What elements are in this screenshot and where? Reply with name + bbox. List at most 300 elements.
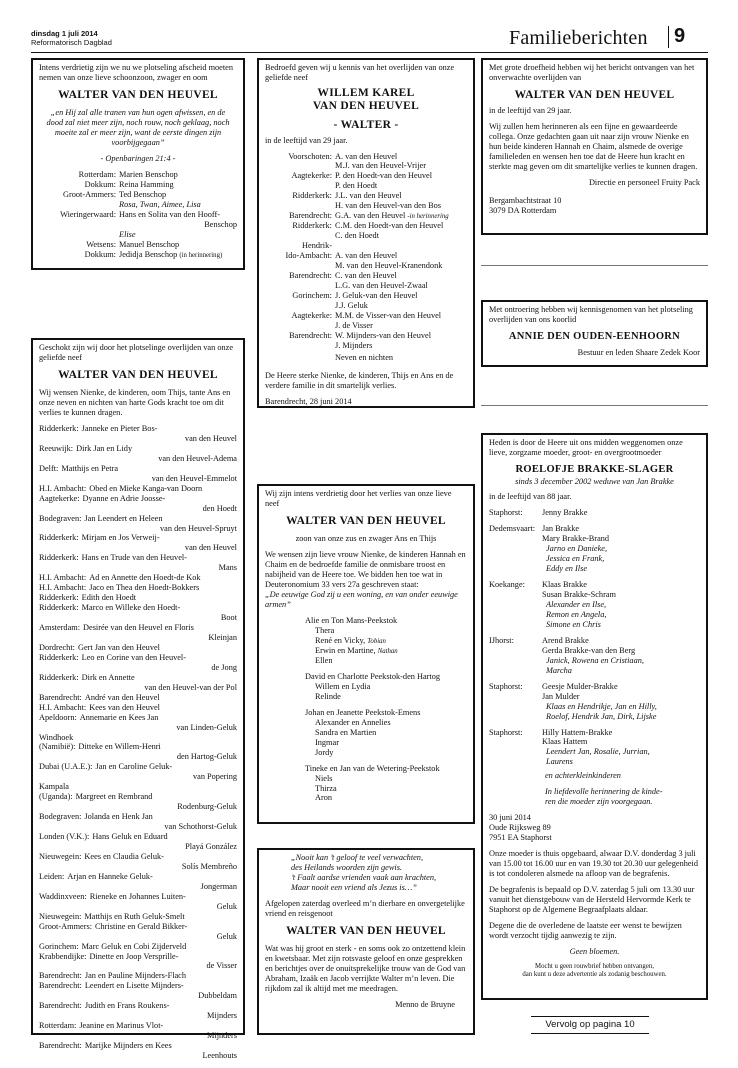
relative-name: Jan Mulder (542, 691, 580, 701)
family-member (305, 636, 467, 646)
place-label: Londen (V.K.): (39, 832, 90, 842)
relative-name: André van den Heuvel (84, 692, 160, 702)
relative-names (76, 792, 237, 812)
relative-row (39, 170, 237, 180)
relative-name-continued: Mijnders (207, 1011, 237, 1021)
relative-row (39, 733, 237, 743)
relative-names (82, 942, 237, 952)
relative-name: G.A. van den Heuvel (335, 211, 406, 221)
relative-row (39, 872, 237, 892)
relative-name: Reina Hamming (119, 179, 174, 189)
relative-row (265, 152, 467, 172)
relative-name: Jeanine en Marinus Vlot- (79, 1021, 164, 1031)
relative-name: Judith en Frans Roukens- (84, 1001, 170, 1011)
relative-names (542, 580, 700, 630)
address-line-2: 3079 DA Rotterdam (489, 205, 557, 215)
grandchildren-line: Simone en Chris (546, 619, 601, 629)
closing-text: De Heere sterke Nienke, de kinderen, Thijs en Ans en de verdere familie in dit smartelijk verlies. (265, 370, 454, 390)
grandchildren-line: Leendert Jan, Rosalie, Jurrian, (546, 747, 650, 757)
notice-2 (257, 58, 475, 408)
relative-name: Mirjam en Jos Verweij- (81, 533, 160, 543)
relative-names (95, 762, 237, 782)
header-rule (31, 52, 708, 53)
relative-names (119, 170, 237, 180)
member-name: Thirza (315, 783, 337, 793)
place-label: Bodegraven: (39, 812, 82, 822)
relative-name: Ted Benschop (119, 189, 167, 199)
relative-name-continued: Rodenburg-Geluk (177, 802, 237, 812)
notice-intro: Met ontroering hebben wij kennisgenomen van het plotseling overlijden van ons koorlid (489, 305, 693, 324)
address-line-1: Oude Rijksweg 89 (489, 823, 551, 833)
relative-names (542, 524, 700, 574)
relative-name: M.M. de Visser-van den Heuvel (335, 310, 442, 320)
place-label: Ridderkerk: (39, 593, 79, 603)
notice-intro: Heden is door de Heere uit ons midden weggenomen onze lieve, zorgzame moeder, groot- en overgrootmoeder (489, 438, 683, 457)
relative-row (265, 271, 467, 291)
place-label: Staphorst: (489, 727, 523, 737)
family-member (305, 748, 467, 758)
place-label: Reeuwijk: (39, 443, 74, 453)
memorial-note: (in herinnering) (179, 251, 223, 259)
relative-names (335, 241, 467, 251)
relative-row (39, 210, 237, 230)
relative-names (335, 251, 467, 271)
relative-row (39, 653, 237, 673)
letter-note-1: Mocht u geen rouwbrief hebben ontvangen, (535, 962, 654, 970)
relative-name: A. van den Heuvel (335, 251, 398, 261)
relative-name: Hans en Solita van den Hooff- (119, 209, 221, 219)
member-name: René en Vicky, (315, 635, 366, 645)
member-name: Alexander en Annelies (315, 717, 391, 727)
relative-row (39, 180, 237, 190)
relative-names (82, 603, 237, 623)
notice-body: Wij zullen hem herinneren als een fijne en gewaardeerde collega. Onze gedachten gaan uit naar zijn vrouw Nienke en hun beide kinderen Hannah en Chaim, alsmede de overige familieleden en wensen hen toe dat de Heere hun kracht en sterkte mag geven om dit smartelijke verlies te kunnen dragen. (489, 122, 698, 171)
relative-name: Kees en Claudia Geluk- (84, 851, 164, 861)
relative-name: Mary Brakke-Brand (542, 534, 610, 544)
relative-row (39, 1001, 237, 1021)
grandchildren-line: Eddy en Ilse (546, 564, 588, 574)
hymn-quote-2: des Heilands woorden zijn gewis. (291, 862, 403, 872)
place-label: Staphorst: (489, 508, 523, 518)
funeral-info: De begrafenis is bepaald op D.V. zaterdag 5 juli om 13.30 uur vanuit het dienstgebouw van de Hersteld Hervormde Kerk te Staphorst op de Algemene Begraafplaats aldaar. (489, 884, 695, 914)
relative-name: J.L. van den Heuvel (335, 191, 402, 201)
relative-name: J. Geluk-van den Heuvel (335, 291, 418, 301)
relative-row (39, 573, 237, 583)
relative-row (39, 673, 237, 693)
place-label: Rotterdam: (39, 1021, 77, 1031)
place-label: Barendrecht: (289, 330, 332, 340)
relative-name: Annemarie en Kees Jan (79, 712, 159, 722)
relative-row (39, 703, 237, 713)
family-head: David en Charlotte Peekstok-den Hartog (305, 671, 441, 681)
notice-intro: Met grote droefheid hebben wij het bericht ontvangen van het onverwachte overlijden van (489, 63, 695, 82)
relative-name: M.J. van den Heuvel-Vrijer (335, 161, 426, 171)
place-label: Barendrecht: (39, 1041, 82, 1051)
place-label: Barendrecht: (39, 981, 82, 991)
notice-intro: Afgelopen zaterdag overleed m’n dierbare en onvergetelijke vriend en reisgenoot (265, 898, 465, 918)
relative-names (542, 508, 700, 518)
family-head: Tineke en Jan van de Wetering-Peekstok (305, 763, 440, 773)
relative-name: M. van den Heuvel-Kranendonk (335, 261, 443, 271)
relative-name: Manuel Benschop (119, 239, 180, 249)
relative-name: Klaas Brakke (542, 580, 587, 590)
relative-name: Jan Leendert en Heleen (84, 513, 163, 523)
place-label: Staphorst: (489, 681, 523, 691)
signature: Directie en personeel Fruity Pack (588, 177, 700, 187)
relative-name: Jaco en Thea den Hoedt-Bokkers (89, 583, 200, 593)
place-label: H.I. Ambacht: (39, 483, 87, 493)
relative-name: Hans Geluk en Eduard (92, 832, 168, 842)
relative-name: Rieneke en Johannes Luiten- (89, 891, 186, 901)
letter-note-2: dan kunt u deze advertentie als zodanig beschouwen. (522, 970, 667, 978)
place-label: Aagtekerke: (291, 310, 332, 320)
relative-name-continued: van Popering (192, 772, 237, 782)
place-label: Gorinchem: (292, 291, 332, 301)
relative-name-continued: Geluk (216, 901, 237, 911)
grandchildren-line: Remon en Angela, (546, 609, 607, 619)
relative-names (82, 593, 237, 603)
memorial-line-2: ren die moeder zijn voorgegaan. (545, 797, 653, 807)
relative-row (39, 240, 237, 250)
relative-row (39, 912, 237, 922)
relative-names (90, 892, 237, 912)
relative-row (265, 251, 467, 271)
signature: Bestuur en leden Shaare Zedek Koor (577, 347, 700, 357)
relative-name: J.J. Geluk (335, 301, 368, 311)
attendance-info: Degene die de overledene de laatste eer wenst te bewijzen wordt verzocht tijdig aanwezig te zijn. (489, 920, 682, 940)
relative-row (265, 311, 467, 331)
relative-row (39, 444, 237, 464)
relative-row (265, 291, 467, 311)
relative-row (39, 981, 237, 1001)
relative-row (489, 728, 700, 768)
hymn-quote-1: „Nooit kan ’t geloof te veel verwachten, (291, 853, 424, 862)
bible-reference: - Openbaringen 21:4 - (100, 153, 176, 163)
place-label: Wetsens: (86, 239, 116, 249)
place-label: Krabbendijke: (39, 951, 87, 961)
relative-name: Marc Geluk en Cobi Zijderveld (81, 941, 187, 951)
relative-names (119, 250, 237, 260)
relative-names (542, 636, 700, 676)
relative-name: Dirk en Annette (81, 672, 135, 682)
relative-name: Dirk Jan en Lidy (76, 443, 133, 453)
relative-names (335, 211, 467, 221)
relative-row (489, 636, 700, 676)
member-name: Ingmar (315, 737, 339, 747)
relative-row (489, 508, 700, 518)
place-label: Barendrecht: (39, 692, 82, 702)
relative-names (78, 643, 237, 653)
place-label: Ridderkerk: (292, 221, 332, 231)
grandchildren-line: Klaas en Hendrikje, Jan en Hilly, (546, 701, 657, 711)
relative-name: C. van den Heuvel (335, 271, 397, 281)
section-title: Familieberichten (509, 27, 648, 49)
relative-row (39, 971, 237, 981)
deceased-nickname: - WALTER - (333, 119, 399, 132)
relative-names (84, 812, 237, 832)
relative-names (119, 180, 237, 190)
relative-row (39, 623, 237, 643)
relative-names (82, 553, 237, 573)
relative-row (265, 331, 467, 351)
relative-name: Jedidja Benschop (119, 249, 178, 259)
place-label: Groot-Ammers: (63, 189, 116, 199)
relative-names (85, 1041, 237, 1061)
deceased-name: ANNIE DEN OUDEN-EENHOORN (508, 330, 681, 342)
relative-row (39, 852, 237, 872)
place-label: Gorinchem: (39, 941, 79, 951)
relative-name-line (119, 250, 237, 260)
family-member (305, 626, 467, 636)
memorial-line-1: In liefdevolle herinnering de kinde- (545, 787, 663, 797)
relative-row (39, 922, 237, 942)
newspaper-name: Reformatorisch Dagblad (31, 38, 112, 47)
relative-name: Jan en Pauline Mijnders-Flach (84, 971, 187, 981)
place-label: IJhorst: (489, 635, 514, 645)
place-label: Ridderkerk: (39, 603, 79, 613)
place-label: Windhoek (39, 732, 74, 742)
grandchild-name: Tobian (367, 637, 386, 645)
relative-name: Ad en Annette den Hoedt-de Kok (89, 573, 201, 583)
relative-name: Janneke en Pieter Bos- (81, 423, 158, 433)
relative-name: Geesje Mulder-Brakke (542, 681, 618, 691)
place-label: Barendrecht: (39, 971, 82, 981)
relative-name: Marijke Mijnders en Kees (84, 1041, 172, 1051)
relative-names (95, 922, 237, 942)
relative-names (82, 673, 237, 693)
relative-name-continued: Playá González (185, 842, 237, 852)
place-label: Ido-Ambacht: (285, 251, 332, 261)
relative-names (84, 852, 237, 872)
relative-name: P. den Hoedt (335, 181, 378, 191)
relative-row (39, 533, 237, 553)
family-head: Johan en Jeanette Peekstok-Emens (305, 707, 421, 717)
relation-line: zoon van onze zus en zwager Ans en Thijs (295, 534, 437, 544)
relative-name-continued: van den Heuvel (184, 543, 237, 553)
relative-row (39, 942, 237, 952)
relative-names (82, 533, 237, 553)
relative-row (39, 792, 237, 812)
place-label: H.I. Ambacht: (39, 702, 87, 712)
relative-name: Dinette en Joop Versprille- (89, 951, 179, 961)
place-label: Kampala (39, 782, 69, 792)
relative-name: Gerda Brakke-van den Berg (542, 645, 636, 655)
relative-names (80, 713, 237, 733)
relative-name-continued: de Visser (206, 961, 237, 971)
relative-names (335, 191, 467, 211)
relative-name: Arend Brakke (542, 635, 589, 645)
relative-names (89, 952, 237, 972)
relative-name-continued: Leenhouts (202, 1051, 237, 1061)
grandchildren-line: Roelof, Hendrik Jan, Dirk, Lijske (546, 711, 657, 721)
member-name: Niels (315, 773, 333, 783)
continued-on-page[interactable]: Vervolg op pagina 10 (531, 1016, 649, 1034)
relative-row (39, 464, 237, 484)
grandchildren-line: Marcha (546, 665, 572, 675)
notice-intro: Geschokt zijn wij door het plotselinge overlijden van onze geliefde neef (39, 343, 234, 362)
deceased-name: WALTER VAN DEN HEUVEL (286, 514, 446, 527)
relative-names (335, 152, 467, 172)
deceased-name: WALTER VAN DEN HEUVEL (514, 88, 675, 101)
relative-name-continued: de Jong (211, 662, 237, 672)
relative-name: Arjan en Hanneke Geluk- (67, 871, 153, 881)
place-label: Barendrecht: (289, 211, 332, 221)
relative-names (335, 311, 467, 331)
member-name: Aron (315, 793, 333, 803)
relative-name: Rosa, Twan, Aimee, Lisa (119, 199, 201, 209)
relative-name: Marien Benschop (119, 169, 178, 179)
relative-row (39, 200, 237, 210)
notice-1 (31, 58, 245, 270)
place-label: Koekange: (489, 580, 525, 590)
place-label: Dokkum: (84, 179, 116, 189)
relative-row (265, 211, 467, 221)
relative-name: Jan Brakke (542, 524, 580, 534)
family-member (305, 692, 467, 702)
age-line: in de leeftijd van 29 jaar. (489, 106, 572, 116)
relatives-list (489, 508, 700, 767)
family-group (265, 764, 467, 804)
place-label: Barendrecht: (289, 271, 332, 281)
relative-row (39, 812, 237, 832)
place-label (39, 230, 119, 240)
notice-body: Wij wensen Nienke, de kinderen, oom Thijs, tante Ans en onze neven en nichten van harte Gods kracht toe om dit verlies te kunnen dragen. (39, 388, 231, 418)
place-label: Voorschoten: (288, 151, 332, 161)
relative-names (82, 424, 237, 444)
relative-names (119, 240, 237, 250)
relative-name: Klaas Hattem (542, 737, 588, 747)
address-line-2: 7951 EA Staphorst (489, 833, 552, 843)
place-label: Dubai (U.A.E.): (39, 762, 93, 772)
relative-name: W. Mijnders-van den Heuvel (335, 330, 432, 340)
relative-row (39, 713, 237, 733)
relative-row (489, 580, 700, 630)
issue-date: dinsdag 1 juli 2014 (31, 29, 98, 38)
relative-name: Desirée van den Heuvel en Floris (83, 623, 194, 633)
relative-row (39, 494, 237, 514)
relative-name: Obed en Mieke Kanga-van Doorn (89, 483, 203, 493)
relative-name: H. van den Heuvel-van den Bos (335, 201, 441, 211)
relative-name: Dyanne en Adrie Joosse- (82, 493, 166, 503)
relative-name-continued: Solís Membreño (181, 861, 237, 871)
relative-name: C.M. den Hoedt-van den Heuvel (335, 221, 444, 231)
place-label: Nieuwegein: (39, 911, 82, 921)
relative-row (489, 524, 700, 574)
relative-row (265, 171, 467, 191)
relative-row (39, 484, 237, 494)
relative-row (39, 1021, 237, 1041)
deceased-name: WALTER VAN DEN HEUVEL (286, 924, 446, 937)
address-line-1: Bergambachtstraat 10 (489, 195, 562, 205)
member-name: Willem en Lydia (315, 681, 371, 691)
relative-names (89, 583, 237, 593)
place-label: Nieuwegein: (39, 851, 82, 861)
family-list (265, 616, 467, 804)
relative-names (542, 728, 700, 768)
notice-intro: Wij zijn intens verdrietig door het verlies van onze lieve neef (265, 489, 452, 508)
great-grandchildren: en achterkleinkinderen (545, 771, 621, 781)
grandchildren-line: Alexander en Ilse, (546, 600, 607, 610)
relative-names (76, 444, 237, 464)
relative-name: Hilly Hattem-Brakke (542, 727, 613, 737)
relative-names (67, 872, 237, 892)
grandchildren-line: Jarno en Danieke, (546, 544, 608, 554)
place-label: Dordrecht: (39, 642, 75, 652)
place-label: Leiden: (39, 871, 65, 881)
relative-name: L.G. van den Heuvel-Zwaal (335, 281, 428, 291)
family-head: Alie en Ton Mans-Peekstok (305, 615, 398, 625)
age-line: in de leeftijd van 29 jaar. (265, 135, 348, 145)
relative-name: Leo en Corine van den Heuvel- (81, 652, 187, 662)
relative-row (489, 682, 700, 722)
relative-name-continued: Geluk (216, 931, 237, 941)
place-label: Ridderkerk: (39, 652, 79, 662)
member-name: Thera (315, 625, 335, 635)
relative-name-continued: den Hoedt (202, 503, 237, 513)
date-line: 30 juni 2014 (489, 813, 531, 823)
family-member (305, 793, 467, 803)
relative-names (335, 171, 467, 191)
relative-names (83, 494, 237, 514)
place-label: Ridderkerk: (39, 533, 79, 543)
relative-name: P. den Hoedt-van den Heuvel (335, 171, 433, 181)
relative-names (61, 464, 237, 484)
separator-rule (481, 265, 708, 266)
relative-row (265, 191, 467, 211)
relative-name: Edith den Hoedt (81, 593, 137, 603)
notice-6 (257, 484, 475, 824)
grandchildren-line: Janick, Rowena en Cristiaan, (546, 655, 644, 665)
relative-names (76, 733, 237, 743)
relative-names (85, 693, 237, 703)
age-line: in de leeftijd van 88 jaar. (489, 492, 572, 502)
family-member (305, 784, 467, 794)
widow-line: sinds 3 december 2002 weduwe van Jan Brakke (515, 476, 674, 486)
relative-row (39, 593, 237, 603)
notice-intro: Intens verdrietig zijn we nu we plotseling afscheid moeten nemen van onze lieve schoonzoon, zwager en oom (39, 63, 233, 82)
notice-body: Wat was hij groot en sterk - en soms ook zo ontzettend klein en kwetsbaar. Met zijn rotsvaste geloof en onze gesprekken en berichtjes over de onuitsprekelijke trouw van de God van Abraham, Izaäk en Jacob verrijkte Walter m’n leven. Die rijkdom zal ik altijd met me meedragen. (265, 943, 466, 993)
bible-quote: „en Hij zal alle tranen van hun ogen afwissen, en de dood zal niet meer zijn, noch rouw, noch geklaag, noch moeite zal er meer zijn, want de eerste dingen zijn voorbijgegaan” (46, 108, 230, 147)
family-member (305, 682, 467, 692)
hymn-quote-4: Maar nooit een vriend als Jezus is…” (291, 882, 417, 892)
relative-name: Matthijs en Ruth Geluk-Smelt (84, 911, 185, 921)
relative-row (39, 514, 237, 534)
relative-name-continued: van den Heuvel-Emmelot (151, 473, 237, 483)
notice-intro: Bedroefd geven wij u kennis van het overlijden van onze geliefde neef (265, 63, 455, 82)
relative-name: Gert Jan van den Heuvel (77, 642, 160, 652)
relative-names (82, 653, 237, 673)
place-label: Aagtekerke: (291, 171, 332, 181)
relative-row (39, 230, 237, 240)
family-member (305, 728, 467, 738)
place-label: Ridderkerk: (39, 423, 79, 433)
relative-name: Marco en Willeke den Hoedt- (81, 603, 181, 613)
place-label: (Uganda): (39, 792, 73, 802)
relative-names (119, 210, 237, 230)
relative-row (39, 892, 237, 912)
relative-name-line (335, 211, 467, 221)
relative-names (72, 782, 237, 792)
relative-names (78, 742, 237, 762)
relative-row (39, 693, 237, 703)
relative-row (39, 603, 237, 623)
relative-name: Jan en Caroline Geluk- (95, 762, 173, 772)
relative-names (92, 832, 237, 852)
separator-rule (481, 405, 708, 406)
place-label: Hendrik- (302, 241, 332, 251)
relative-row (39, 1041, 237, 1061)
member-name: Ellen (315, 656, 333, 666)
